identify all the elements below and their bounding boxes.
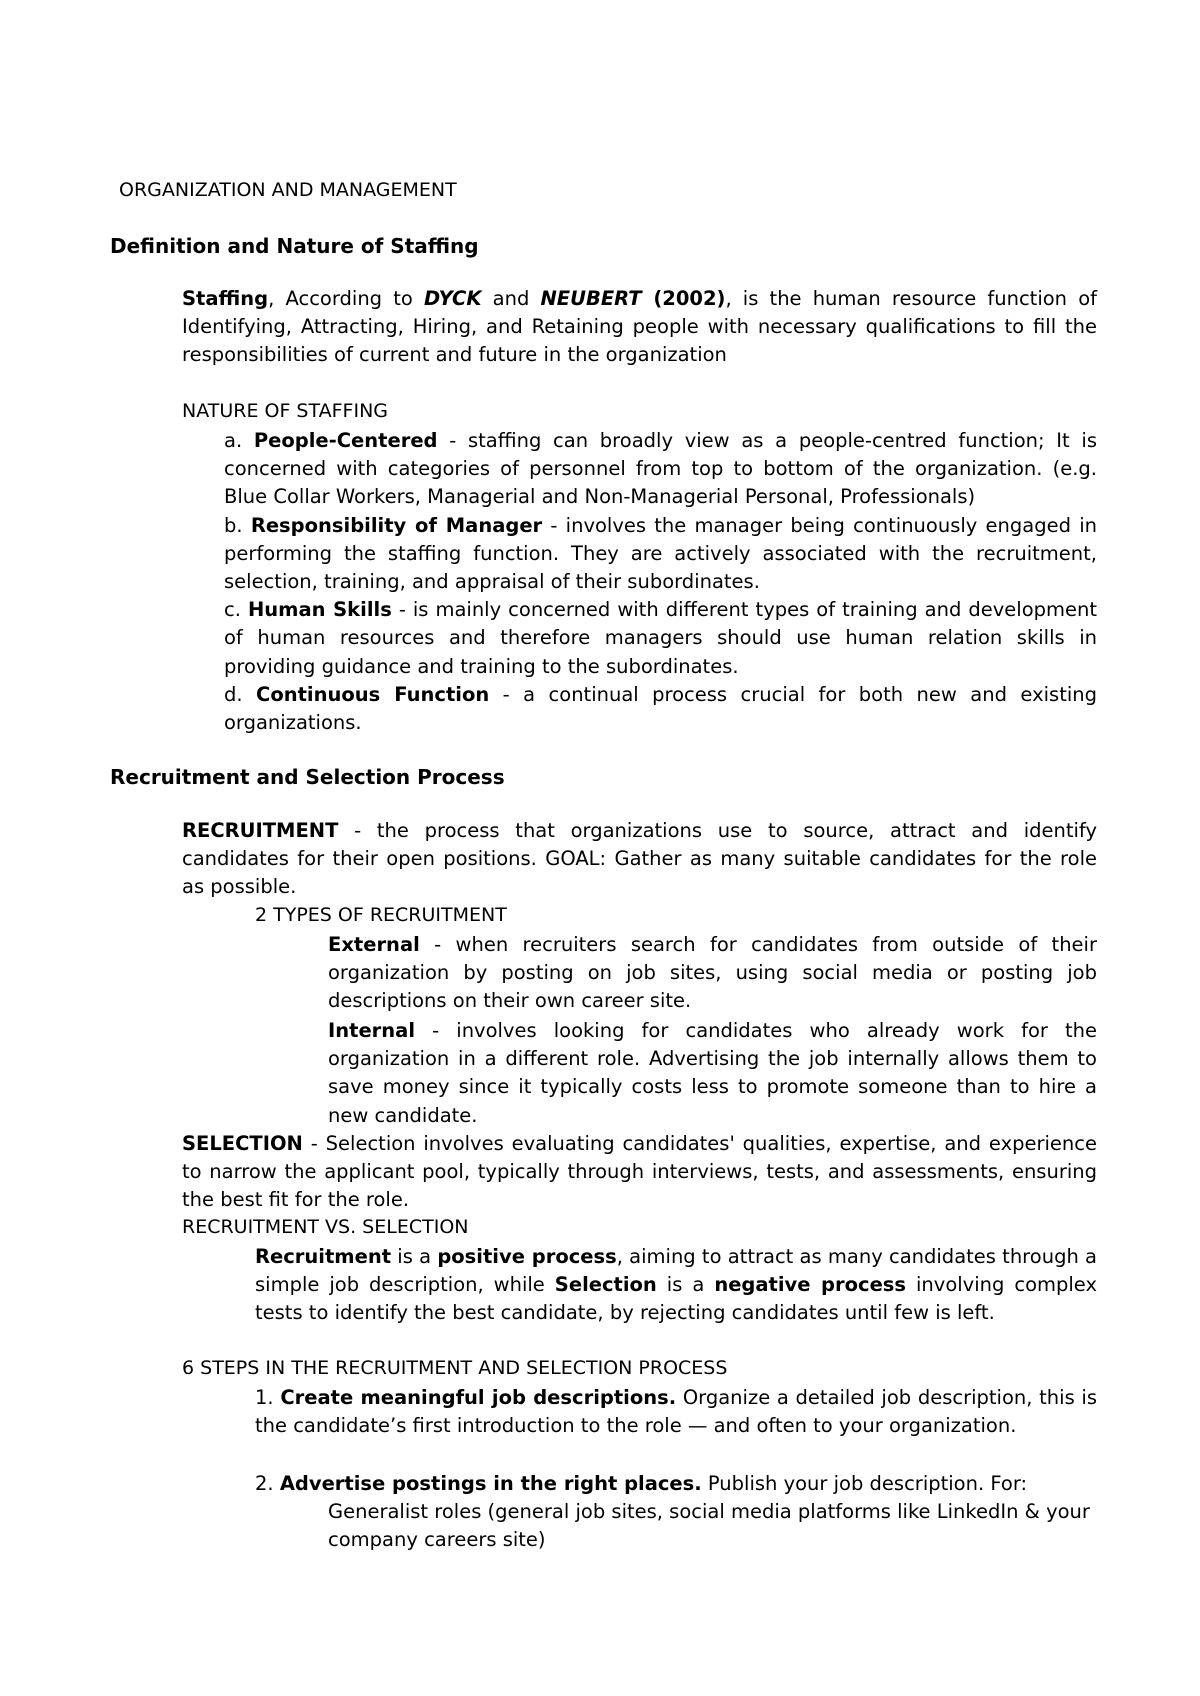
text-span: involving complex tests to identify the best candidate, by rejecting candidates until few is left. xyxy=(255,1273,1097,1325)
term-selection: Selection xyxy=(554,1273,657,1297)
step-2 xyxy=(255,1470,1097,1498)
internal-recruitment xyxy=(328,1017,1097,1130)
list-item xyxy=(224,427,1097,512)
list-item xyxy=(224,512,1097,597)
nature-of-staffing-label: NATURE OF STAFFING xyxy=(182,400,389,422)
step-2-subitem: Generalist roles (general job sites, social media platforms like LinkedIn & your company careers site) xyxy=(328,1500,1090,1552)
document-title: ORGANIZATION AND MANAGEMENT xyxy=(119,179,457,201)
term-positive-process: positive process xyxy=(437,1245,617,1268)
definition-text: - Selection involves evaluating candidates' qualities, expertise, and experience to narrow the applicant pool, typically through interviews, tests, and assessments, ensuring the best fit for the role. xyxy=(182,1132,1097,1212)
list-marker: 1. xyxy=(255,1386,281,1409)
step-1 xyxy=(255,1384,1097,1440)
list-marker: c. xyxy=(224,598,248,622)
term-recruitment: RECRUITMENT xyxy=(182,819,339,842)
list-item xyxy=(224,681,1097,737)
list-marker: 2. xyxy=(255,1472,280,1495)
list-desc: - a continual process crucial for both new and existing organizations. xyxy=(224,682,1097,735)
text-span: , aiming to attract as many candidates through a simple job description, while xyxy=(255,1245,1097,1297)
list-marker: d. xyxy=(224,682,257,706)
term-recruitment: Recruitment xyxy=(255,1245,392,1268)
recruitment-vs-selection-text xyxy=(255,1243,1097,1328)
types-of-recruitment-label: 2 TYPES OF RECRUITMENT xyxy=(255,904,507,926)
section-heading-staffing: Definition and Nature of Staffing xyxy=(110,234,479,258)
list-term: Human Skills xyxy=(247,598,392,622)
list-term: Responsibility of Manager xyxy=(250,513,543,537)
term-staffing: Staffing xyxy=(182,287,269,310)
definition-text: and xyxy=(481,287,541,310)
step-title: Create meaningful job descriptions. xyxy=(280,1386,677,1409)
citation-year: (2002) xyxy=(641,287,726,310)
six-steps-label: 6 STEPS IN THE RECRUITMENT AND SELECTION PROCESS xyxy=(182,1357,728,1379)
term-selection: SELECTION xyxy=(182,1132,303,1155)
list-marker: a. xyxy=(224,429,254,452)
external-recruitment xyxy=(328,931,1097,1016)
recruitment-vs-selection-label: RECRUITMENT VS. SELECTION xyxy=(182,1216,469,1238)
definition-text: , is the human resource function of Identifying, Attracting, Hiring, and Retaining people with necessary qualifications to fill the responsibilities of current and future in the organization xyxy=(182,287,1097,367)
nature-list xyxy=(224,427,1097,737)
step-title: Advertise postings in the right places. xyxy=(279,1472,702,1495)
definition-text: - when recruiters search for candidates from outside of their organization by posting on job sites, using social media or posting job descriptions on their own career site. xyxy=(328,933,1097,1013)
term-internal: Internal xyxy=(328,1019,416,1042)
list-desc: - is mainly concerned with different types of training and development of human resources and therefore managers should use human relation skills in providing guidance and training to the subordinates. xyxy=(224,598,1097,678)
author-dyck: DYCK xyxy=(423,287,482,310)
step-desc: Publish your job description. For: xyxy=(701,1472,1028,1495)
term-external: External xyxy=(328,933,420,956)
list-item xyxy=(224,596,1097,681)
section-heading-recruitment: Recruitment and Selection Process xyxy=(110,765,505,789)
definition-text: , According to xyxy=(268,287,424,310)
definition-text: - involves looking for candidates who already work for the organization in a different role. Advertising the job internally allows them to save money since it typically costs less to promote someone than to hire a new candidate. xyxy=(328,1019,1097,1127)
text-span: is a xyxy=(656,1273,715,1297)
selection-definition xyxy=(182,1130,1097,1215)
staffing-definition xyxy=(182,285,1097,370)
term-negative-process: negative process xyxy=(714,1273,907,1297)
text-span: is a xyxy=(391,1245,438,1268)
list-desc: - involves the manager being continuously engaged in performing the staffing function. They are actively associated with the recruitment, selection, training, and appraisal of their subordinates. xyxy=(224,513,1097,594)
list-desc: - staffing can broadly view as a people-centred function; It is concerned with categories of personnel from top to bottom of the organization. (e.g. Blue Collar Workers, Managerial and Non-Managerial Personal, Professionals) xyxy=(224,429,1097,509)
list-term: People-Centered xyxy=(253,429,438,452)
definition-text: - the process that organizations use to source, attract and identify candidates for their open positions. GOAL: Gather as many suitable candidates for the role as possible. xyxy=(182,819,1097,899)
recruitment-definition xyxy=(182,817,1097,902)
author-neubert: NEUBERT xyxy=(540,287,642,310)
list-marker: b. xyxy=(224,513,251,537)
list-term: Continuous Function xyxy=(256,682,490,706)
step-desc: Organize a detailed job description, this is the candidate’s first introduction to the role — and often to your organization. xyxy=(255,1386,1097,1438)
